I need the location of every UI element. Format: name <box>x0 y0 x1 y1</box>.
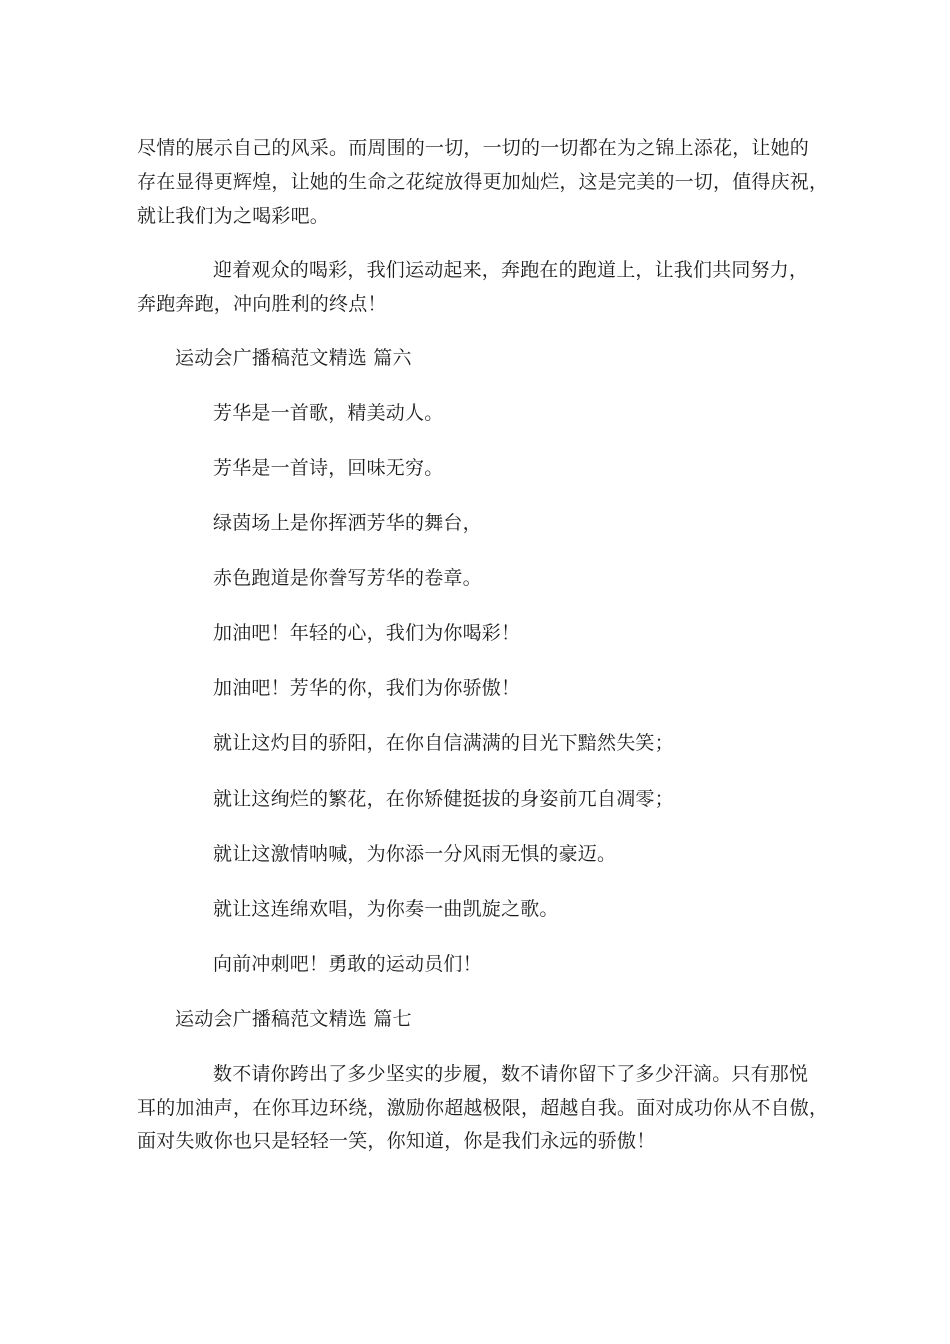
poem-line: 加油吧！年轻的心，我们为你喝彩！ <box>213 622 521 644</box>
paragraph-line: 尽情的展示自己的风采。而周围的一切，一切的一切都在为之锦上添花，让她的 <box>137 137 810 159</box>
paragraph-line: 耳的加油声，在你耳边环绕，激励你超越极限，超越自我。面对成功你从不自傲， <box>137 1097 829 1119</box>
paragraph-line: 迎着观众的喝彩，我们运动起来，奔跑在的跑道上，让我们共同努力， <box>213 259 809 281</box>
poem-line: 芳华是一首诗，回味无穷。 <box>213 457 444 479</box>
poem-line: 芳华是一首歌，精美动人。 <box>213 402 444 424</box>
poem-line: 向前冲刺吧！勇敢的运动员们！ <box>213 953 482 975</box>
poem-line: 就让这激情呐喊，为你添一分风雨无惧的豪迈。 <box>213 843 617 865</box>
paragraph-line: 就让我们为之喝彩吧。 <box>137 205 330 227</box>
paragraph-line: 数不请你跨出了多少坚实的步履，数不请你留下了多少汗滴。只有那悦 <box>213 1063 809 1085</box>
poem-line: 赤色跑道是你誊写芳华的卷章。 <box>213 567 482 589</box>
poem-line: 加油吧！芳华的你，我们为你骄傲！ <box>213 677 521 699</box>
poem-line: 就让这灼目的骄阳，在你自信满满的目光下黯然失笑； <box>213 732 674 754</box>
poem-line: 就让这连绵欢唱，为你奏一曲凯旋之歌。 <box>213 898 559 920</box>
paragraph-line: 奔跑奔跑，冲向胜利的终点！ <box>137 293 387 315</box>
section-heading: 运动会广播稿范文精选 篇七 <box>175 1008 412 1030</box>
paragraph-line: 存在显得更辉煌，让她的生命之花绽放得更加灿烂，这是完美的一切，值得庆祝， <box>137 171 829 193</box>
poem-line: 就让这绚烂的繁花，在你矫健挺拔的身姿前兀自凋零； <box>213 788 674 810</box>
poem-line: 绿茵场上是你挥洒芳华的舞台， <box>213 512 482 534</box>
section-heading: 运动会广播稿范文精选 篇六 <box>175 347 412 369</box>
paragraph-line: 面对失败你也只是轻轻一笑，你知道，你是我们永远的骄傲！ <box>137 1130 656 1152</box>
